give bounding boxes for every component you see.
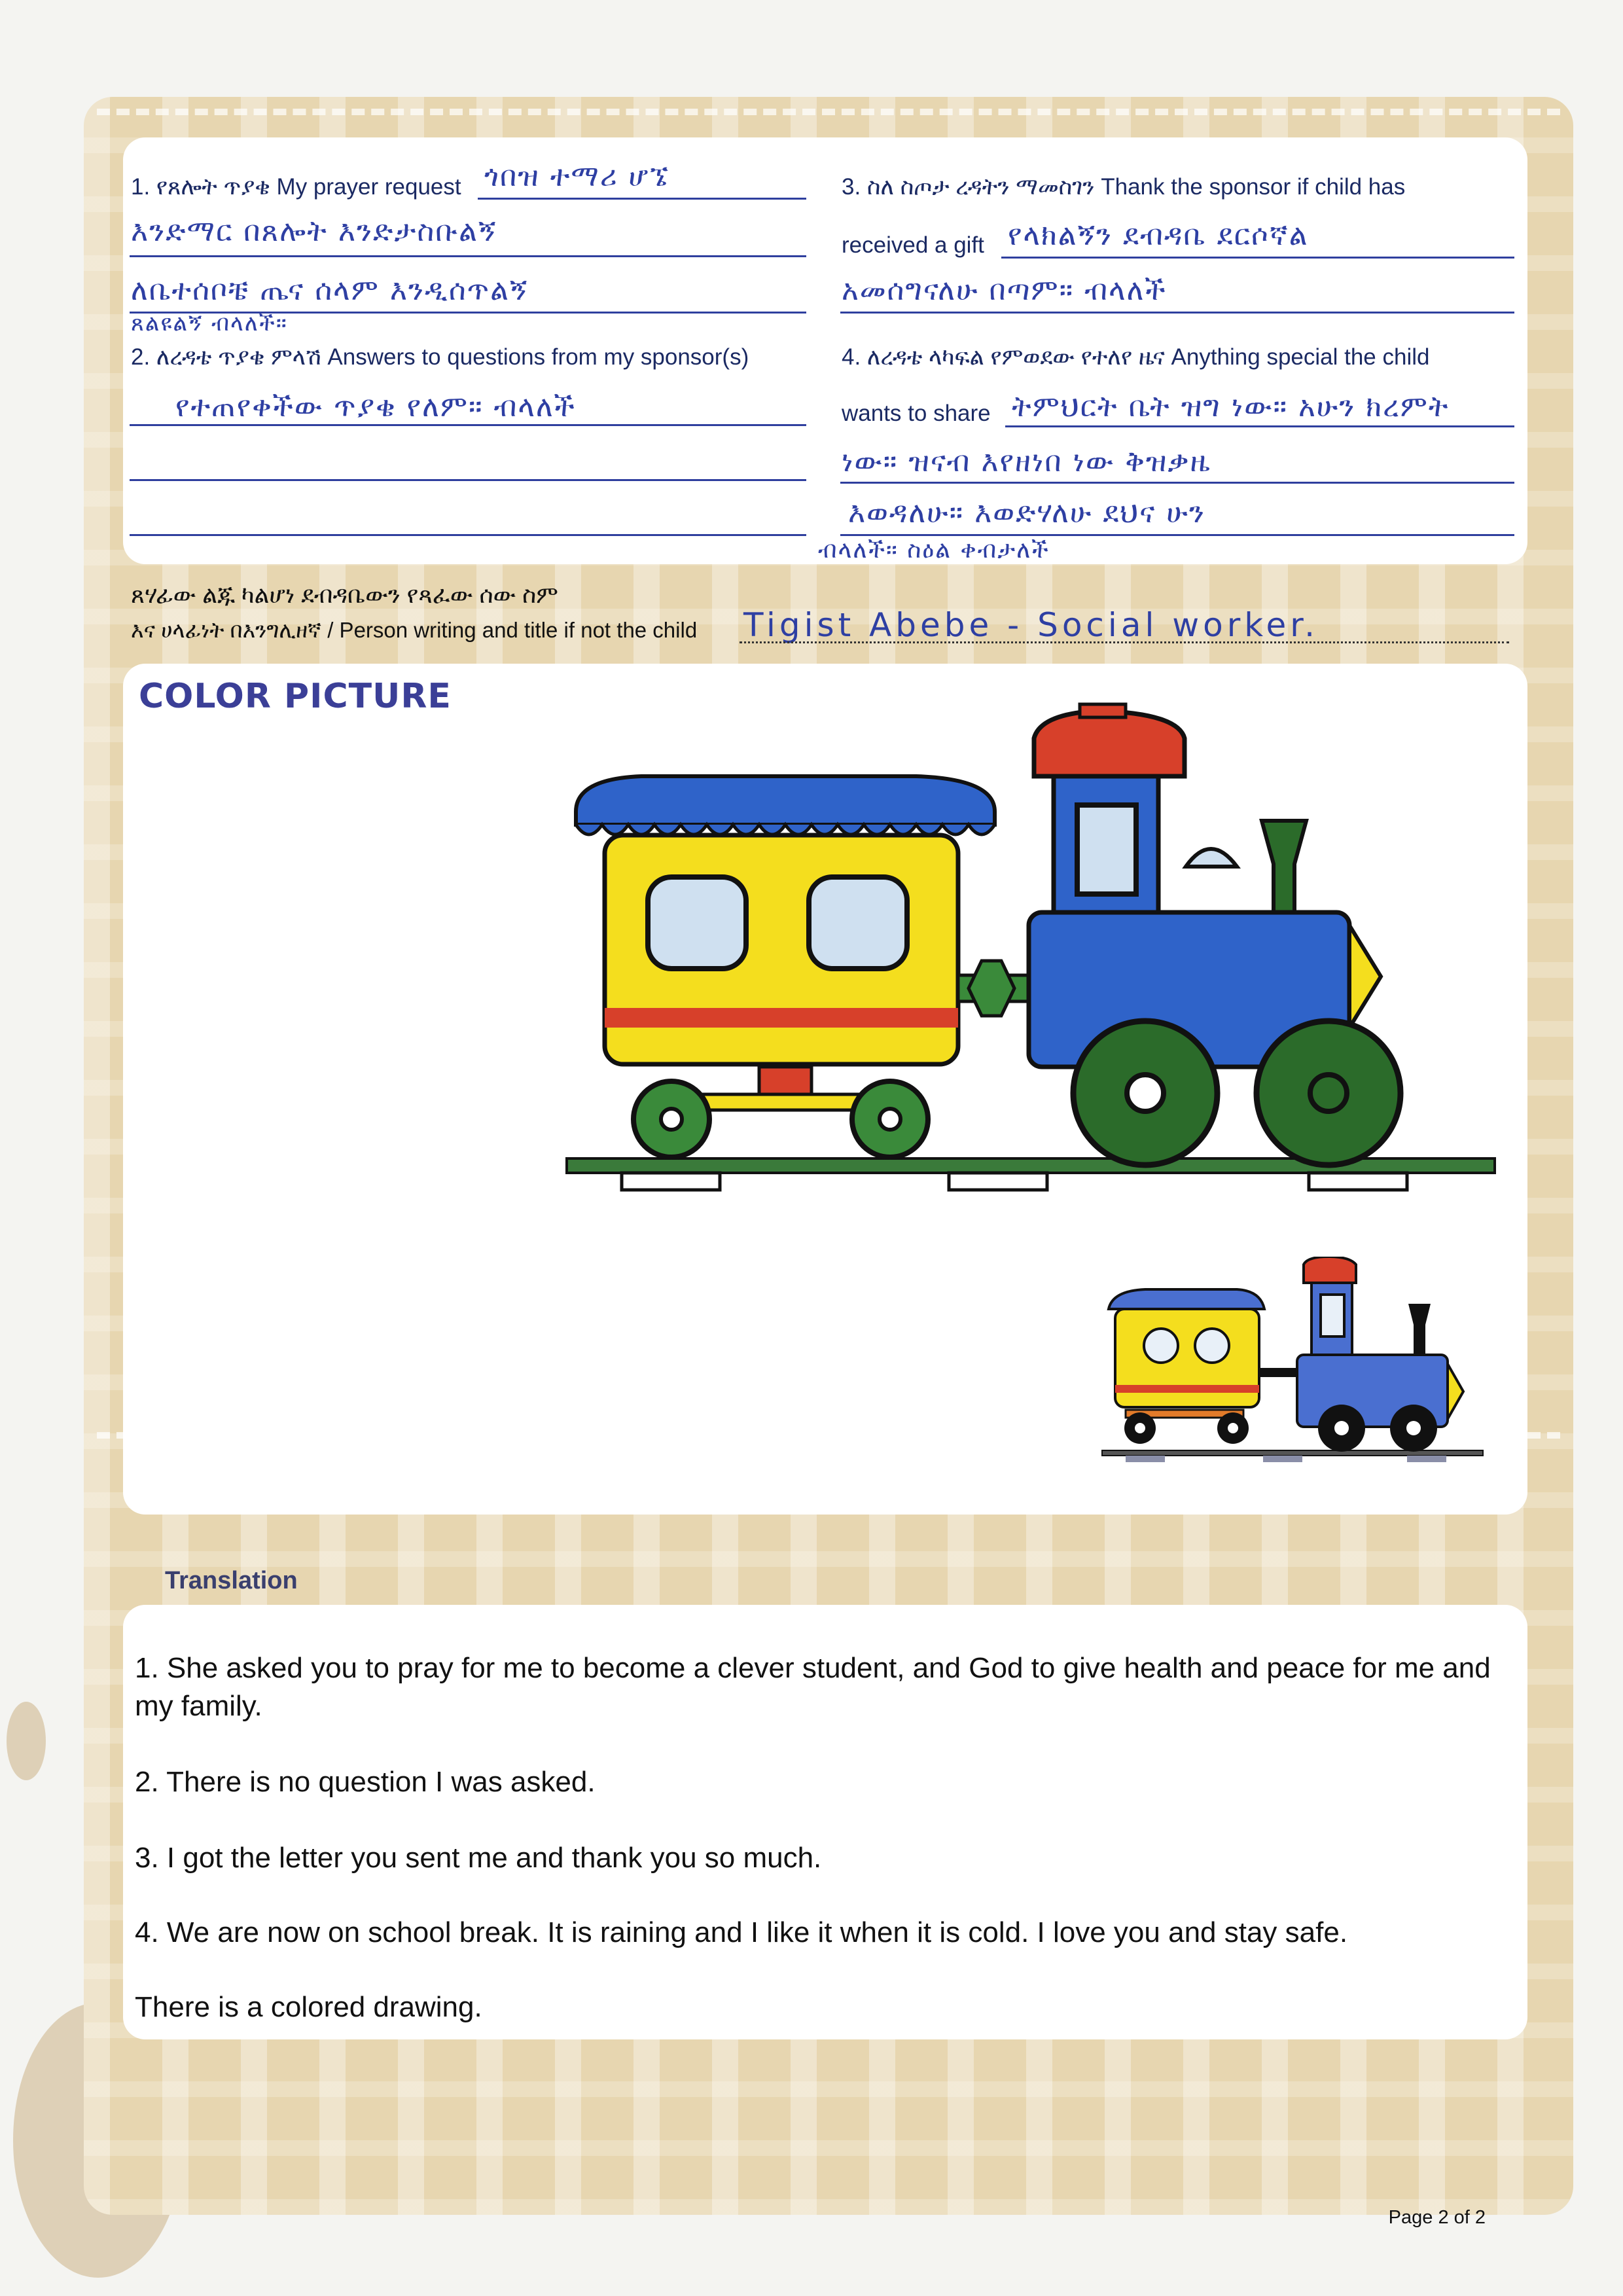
special-news-answer-4: ብላለች። ስዕል ቀብታለች [818, 537, 1050, 564]
translation-paragraph-1: 1. She asked you to pray for me to become a clever student, and God to give health and peace for me and my family. [135, 1652, 1491, 1722]
translation-paragraph-4: 4. We are now on school break. It is raining and I like it when it is cold. I love you and stay safe. [135, 1916, 1348, 1948]
writer-value: Tigist Abebe - Social worker. [743, 606, 1319, 644]
train-drawing-small [1099, 1257, 1492, 1473]
prayer-line-1 [478, 198, 806, 200]
thank-sponsor-label-1: 3. ስለ ስጦታ ረዳትን ማመስገን Thank the sponsor if child has [842, 174, 1406, 200]
writer-dotted-line [740, 641, 1509, 643]
thank-sponsor-label-2: received a gift [842, 232, 984, 258]
passenger-car [576, 776, 995, 1157]
writer-label-2: እና ሀላፊነት በእንግሊዘኛ / Person writing and title if not the child [131, 618, 698, 642]
prayer-request-label: 1. የጸሎት ጥያቄ My prayer request [131, 174, 461, 200]
translation-paragraph-2: 2. There is no question I was asked. [135, 1766, 596, 1798]
answers-line-3 [130, 534, 806, 536]
prayer-request-answer-4: ጸልዩልኝ ብላለች። [131, 310, 288, 336]
translation-paragraph-5: There is a colored drawing. [135, 1991, 482, 2023]
translation-paragraph-3: 3. I got the letter you sent me and thank you so much. [135, 1842, 822, 1874]
answers-line-1 [130, 424, 806, 426]
special-line-3 [840, 534, 1514, 536]
color-picture-title: COLOR PICTURE [139, 677, 452, 716]
special-news-label-1: 4. ለረዳቴ ላካፍል የምወደው የተለየ ዜና Anything special the child [842, 344, 1430, 370]
prayer-request-answer-2: እንድማር በጸሎት እንድታስቡልኝ [131, 215, 497, 248]
train-drawing-large [563, 700, 1499, 1211]
rail-track [567, 1158, 1495, 1190]
sponsor-answers-label: 2. ለረዳቴ ጥያቄ ምላሽ Answers to questions from my sponsor(s) [131, 344, 749, 370]
special-news-label-2: wants to share [842, 401, 991, 426]
coffee-stain-small [7, 1702, 46, 1780]
answers-line-2 [130, 479, 806, 481]
prayer-request-answer-1: ጎበዝ ተማሪ ሆኜ [484, 160, 670, 193]
special-line-2 [840, 482, 1514, 484]
thank-line-2 [840, 312, 1514, 314]
thank-sponsor-answer-2: አመሰግናለሁ በጣም። ብላለች [842, 274, 1167, 307]
writer-label-1: ጸሃፊው ልጁ ካልሆነ ደብዳቤውን የጻፈው ሰው ስም [131, 581, 558, 608]
frame-dash-top [97, 109, 1560, 115]
translation-heading: Translation [165, 1567, 298, 1594]
prayer-request-answer-3: ለቤተሰቦቼ ጤና ሰላም እንዲሰጥልኝ [131, 274, 529, 307]
special-news-answer-1: ትምህርት ቤት ዝግ ነው። አሁን ክረምት [1012, 390, 1450, 423]
special-line-1 [1005, 425, 1514, 427]
special-news-answer-3: እወዳለሁ። እወድሃለሁ ደህና ሁን [848, 496, 1205, 529]
thank-line-1 [1001, 257, 1514, 259]
thank-sponsor-answer-1: የላክልኝን ደብዳቤ ደርሶኛል [1008, 219, 1309, 252]
sponsor-answers-answer-1: የተጠየቀችው ጥያቄ የለም። ብላለች [175, 390, 576, 423]
locomotive [1029, 704, 1400, 1165]
special-news-answer-2: ነው። ዝናብ እየዘነበ ነው ቅዝቃዜ [842, 445, 1211, 478]
coupling [958, 961, 1029, 1016]
prayer-line-2 [130, 255, 806, 257]
page-number: Page 2 of 2 [1388, 2207, 1486, 2228]
